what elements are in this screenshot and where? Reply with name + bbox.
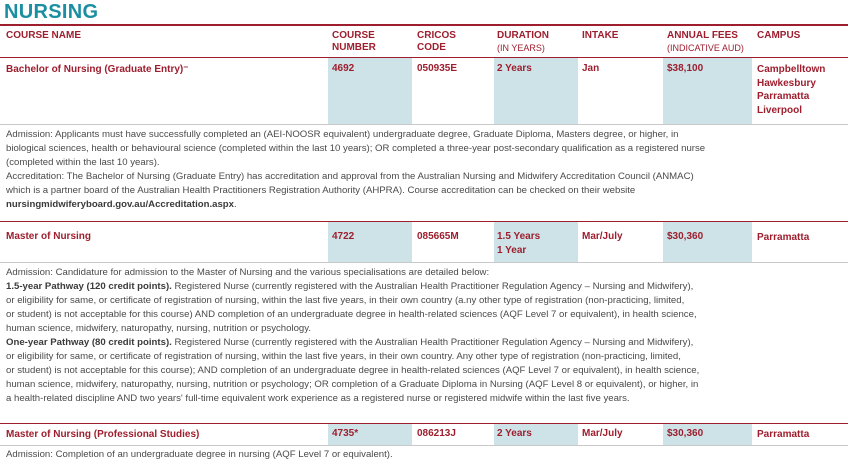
header-duration-sub: (IN YEARS) bbox=[497, 43, 545, 53]
header-duration-label: DURATION bbox=[497, 30, 550, 41]
cricos-row1: 050935E bbox=[417, 63, 458, 74]
campus-item: Campbelltown bbox=[757, 64, 826, 75]
row2-details bbox=[6, 266, 842, 406]
campus-item: Parramatta bbox=[757, 91, 810, 102]
cricos-row3: 086213J bbox=[417, 428, 456, 439]
duration-option: 1.5 Years bbox=[497, 231, 541, 242]
campus-list-row3 bbox=[757, 428, 809, 442]
detail-line: Admission: Completion of an undergraduate degree in nursing (AQF Level 7 or equivalent). bbox=[6, 449, 393, 460]
course-name-row2: Master of Nursing bbox=[6, 231, 92, 242]
pathway-text: Registered Nurse (currently registered with the Australian Health Practitioner Regulation Agency – Nursing and Midwifery), bbox=[171, 281, 694, 292]
detail-line: Accreditation: The Bachelor of Nursing (Graduate Entry) has accreditation and approval from the Australian Nursing and Midwifery Accreditation Council (ANMAC) bbox=[6, 171, 694, 182]
course-number-row3: 4735* bbox=[332, 428, 359, 439]
fees-row3: $30,360 bbox=[667, 428, 704, 439]
pathway-title: 1.5-year Pathway (120 credit points). bbox=[6, 281, 172, 292]
intake-row1: Jan bbox=[582, 63, 600, 74]
accreditation-line bbox=[6, 198, 842, 212]
duration-row2 bbox=[497, 230, 540, 258]
detail-line: or eligibility for same, or certificate of registration of nursing, within the last five years, in their own country (a.ny other type of registration (non-practicing, limited, bbox=[6, 295, 685, 306]
detail-line: human science, midwifery, naturopathy, nursing, nutrition or psychology; OR completion of a Graduate Diploma in Nursing (AQF Level 8 or equivalent), or higher, in bbox=[6, 379, 699, 390]
header-duration bbox=[497, 30, 549, 54]
detail-line: Admission: Applicants must have successfully completed an (AEI-NOOSR equivalent) undergraduate degree, Graduate Diploma, Masters degree, or higher, in bbox=[6, 129, 679, 140]
header-fees bbox=[667, 30, 744, 54]
top-rule bbox=[0, 24, 848, 26]
fees-row1: $38,100 bbox=[667, 63, 704, 74]
header-course-name: COURSE NAME bbox=[6, 30, 82, 41]
detail-line bbox=[6, 280, 842, 294]
accreditation-link[interactable]: nursingmidwiferyboard.gov.au/Accreditation.aspx bbox=[6, 199, 234, 210]
campus-list-row2 bbox=[757, 231, 809, 245]
detail-line: human science, midwifery, naturopathy, nursing, nutrition or psychology. bbox=[6, 323, 312, 334]
pathway-text: Registered Nurse (currently registered with the Australian Health Practitioner Regulation Agency – Nursing and Midwifery), bbox=[171, 337, 694, 348]
intake-row3: Mar/July bbox=[582, 428, 623, 439]
header-cricos bbox=[417, 30, 456, 54]
detail-line: (completed within the last 10 years). bbox=[6, 157, 160, 168]
header-course-number-line2: NUMBER bbox=[332, 42, 376, 53]
cricos-row2: 085665M bbox=[417, 231, 459, 242]
detail-line: or student) is not acceptable for this course) AND completion of an undergraduate degree in health-related sciences (AQF Level 7 or equivalent), in health science, bbox=[6, 309, 697, 320]
detail-line: a health-related discipline AND two years' full-time equivalent work experience as a registered nurse or registered midwife within the last five years. bbox=[6, 393, 630, 404]
campus-item: Parramatta bbox=[757, 232, 810, 243]
header-intake: INTAKE bbox=[582, 30, 619, 41]
header-course-number-line1: COURSE bbox=[332, 30, 375, 41]
pathway-title: One-year Pathway (80 credit points). bbox=[6, 337, 172, 348]
row1-divider bbox=[0, 124, 848, 125]
campus-item: Hawkesbury bbox=[757, 77, 816, 89]
intake-row2: Mar/July bbox=[582, 231, 623, 242]
detail-line: or eligibility for same, or certificate of registration of nursing, within the last five years, in their own country. Any other type of registration (non-practicing, limited, bbox=[6, 351, 681, 362]
header-cricos-line1: CRICOS bbox=[417, 30, 456, 41]
row2-divider bbox=[0, 262, 848, 263]
campus-item: Liverpool bbox=[757, 104, 803, 116]
detail-line bbox=[6, 336, 842, 350]
course-name-row3: Master of Nursing (Professional Studies) bbox=[6, 429, 200, 440]
course-name-row1: Bachelor of Nursing (Graduate Entry)⁻ bbox=[6, 64, 189, 75]
campus-item: Parramatta bbox=[757, 429, 810, 440]
accreditation-link-suffix: . bbox=[233, 199, 237, 210]
detail-line: or student) is not acceptable for this course); AND completion of an undergraduate degree in health-related sciences (AQF Level 7 or equivalent), in health science, bbox=[6, 365, 700, 376]
header-cricos-line2: CODE bbox=[417, 42, 446, 53]
header-course-number bbox=[332, 30, 376, 54]
duration-option: 1 Year bbox=[497, 245, 527, 256]
fees-row2: $30,360 bbox=[667, 231, 704, 242]
detail-line: Admission: Candidature for admission to the Master of Nursing and the various specialisations are detailed below: bbox=[6, 267, 490, 278]
detail-line: which is a partner board of the Australian Health Practitioners Registration Authority (AHPRA). Course accreditation can be checked on their website bbox=[6, 185, 636, 196]
header-campus: CAMPUS bbox=[757, 30, 801, 41]
course-number-row1: 4692 bbox=[332, 63, 355, 74]
duration-row1: 2 Years bbox=[497, 63, 532, 74]
course-number-row2: 4722 bbox=[332, 231, 355, 242]
detail-line: biological sciences, health or behavioural science (completed within the last 10 years); OR completed a three-year post-secondary qualification as a registered nurse bbox=[6, 143, 706, 154]
row3-details bbox=[6, 448, 842, 462]
section-title: NURSING bbox=[4, 1, 99, 23]
duration-row3: 2 Years bbox=[497, 428, 532, 439]
row1-details bbox=[6, 128, 842, 212]
header-fees-sub: (INDICATIVE AUD) bbox=[667, 43, 744, 53]
campus-list-row1 bbox=[757, 63, 825, 117]
row3-divider bbox=[0, 445, 848, 446]
header-fees-label: ANNUAL FEES bbox=[667, 30, 738, 41]
